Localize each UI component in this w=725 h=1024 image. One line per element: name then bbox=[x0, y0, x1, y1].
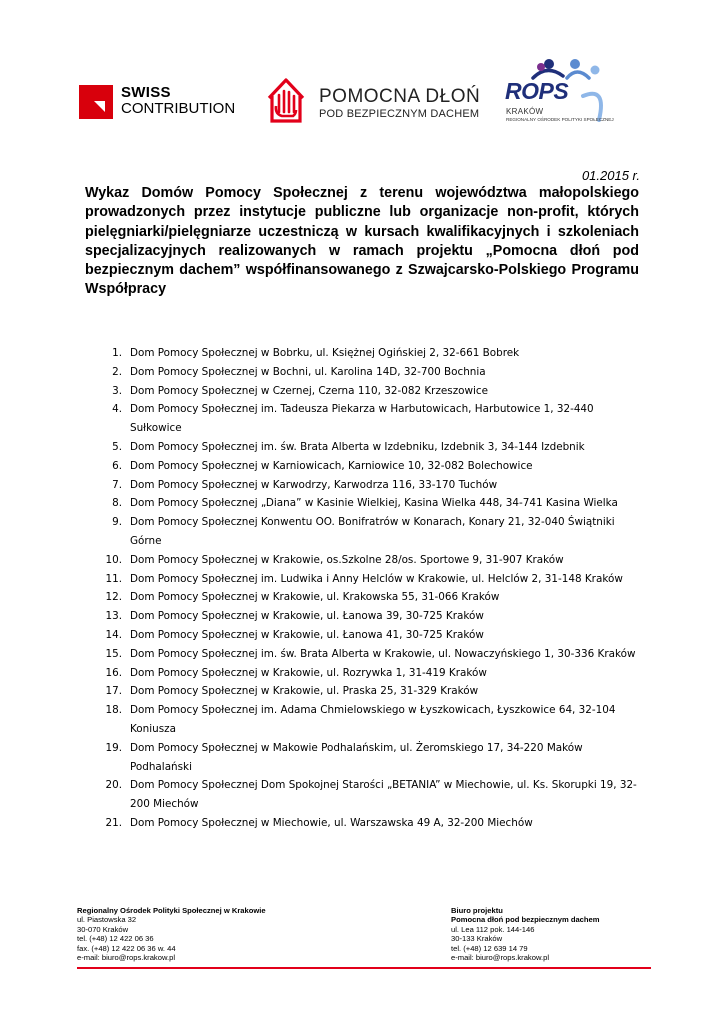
list-item bbox=[82, 344, 642, 363]
list-item-number: 4. bbox=[112, 403, 122, 416]
document-title: Wykaz Domów Pomocy Społecznej z terenu województwa małopolskiego prowadzonych przez instytucje publiczne lub organizacje non-profit, których pielęgniarki/pielęgniarze uczestniczą w kursach kwalifikacyjnych i szkoleniach specjalizacyjnych realizowanych w ramach projektu „Pomocna dłoń pod bezpiecznym dachem” współfinansowanego z Szwajcarsko-Polskiego Programu Współpracy bbox=[85, 185, 639, 298]
footer-project-street: ul. Lea 112 pok. 144-146 bbox=[451, 924, 535, 934]
list-item-number: 15. bbox=[105, 647, 122, 660]
list-item bbox=[82, 457, 642, 476]
list-item-text: Dom Pomocy Społecznej „Diana” w Kasinie Wielkiej, Kasina Wielka 448, 34-741 Kasina Wielka bbox=[130, 497, 618, 510]
list-item-text: Dom Pomocy Społecznej w Miechowie, ul. Warszawska 49 A, 32-200 Miechów bbox=[130, 816, 533, 829]
list-item bbox=[82, 382, 642, 401]
footer-office-label: Biuro projektu bbox=[451, 906, 503, 915]
list-item bbox=[82, 438, 642, 457]
list-item-text: Dom Pomocy Społecznej im. Tadeusza Piekarza w Harbutowicach, Harbutowice 1, 32-440 Sułkowice bbox=[130, 403, 594, 435]
list-item-text: Dom Pomocy Społecznej im. Ludwika i Anny Helclów w Krakowie, ul. Helclów 2, 31-148 Kraków bbox=[130, 572, 623, 585]
header-logos bbox=[0, 64, 725, 144]
footer-rops-contact bbox=[77, 906, 266, 962]
list-item-number: 9. bbox=[112, 516, 122, 529]
list-item-text: Dom Pomocy Społecznej w Krakowie, ul. Łanowa 41, 30-725 Kraków bbox=[130, 628, 484, 641]
list-item-number: 10. bbox=[105, 553, 122, 566]
list-item-text: Dom Pomocy Społecznej w Krakowie, ul. Rozrywka 1, 31-419 Kraków bbox=[130, 666, 487, 679]
list-item-text: Dom Pomocy Społecznej w Krakowie, ul. Praska 25, 31-329 Kraków bbox=[130, 685, 479, 698]
list-item-number: 16. bbox=[105, 666, 122, 679]
footer-project-contact bbox=[451, 906, 600, 962]
list-item bbox=[82, 400, 642, 438]
footer-project-city: 30-133 Kraków bbox=[451, 934, 503, 944]
list-item bbox=[82, 776, 642, 814]
list-item bbox=[82, 551, 642, 570]
list-item-text: Dom Pomocy Społecznej im. św. Brata Alberta w Krakowie, ul. Nowaczyńskiego 1, 30-336 Kraków bbox=[130, 647, 636, 660]
swiss-flag-icon bbox=[79, 85, 113, 119]
footer-divider bbox=[77, 967, 651, 969]
list-item-number: 11. bbox=[105, 572, 122, 585]
list-item bbox=[82, 494, 642, 513]
list-item bbox=[82, 607, 642, 626]
rops-wordmark: ROPS bbox=[505, 78, 569, 104]
list-item-number: 5. bbox=[112, 440, 122, 453]
list-item bbox=[82, 682, 642, 701]
footer-project-tel: tel. (+48) 12 639 14 79 bbox=[451, 943, 528, 953]
list-item-text: Dom Pomocy Społecznej Dom Spokojnej Starości „BETANIA” w Miechowie, ul. Ks. Skorupki 19, 32-200 Miechów bbox=[130, 779, 637, 811]
list-item-text: Dom Pomocy Społecznej im. św. Brata Alberta w Izdebniku, Izdebnik 3, 34-144 Izdebnik bbox=[130, 440, 585, 453]
footer-street: ul. Piastowska 32 bbox=[77, 915, 137, 925]
list-item-number: 19. bbox=[105, 741, 122, 754]
list-item-number: 13. bbox=[105, 610, 122, 623]
list-item-number: 17. bbox=[105, 685, 122, 698]
list-item-number: 21. bbox=[105, 816, 122, 829]
list-item-number: 14. bbox=[105, 628, 122, 641]
document-date: 01.2015 r. bbox=[581, 168, 640, 183]
list-item-number: 6. bbox=[112, 459, 122, 472]
rops-city: KRAKÓW bbox=[506, 107, 544, 116]
list-item-number: 2. bbox=[112, 365, 122, 378]
house-hand-icon bbox=[266, 76, 306, 124]
list-item bbox=[82, 476, 642, 495]
list-item bbox=[82, 814, 642, 833]
footer-email[interactable]: e-mail: biuro@rops.krakow.pl bbox=[77, 953, 176, 963]
list-item-number: 20. bbox=[105, 779, 122, 792]
footer-fax: fax. (+48) 12 422 06 36 w. 44 bbox=[77, 943, 176, 953]
facility-list bbox=[82, 344, 642, 833]
list-item-text: Dom Pomocy Społecznej w Czernej, Czerna 110, 32-082 Krzeszowice bbox=[130, 384, 489, 397]
list-item-text: Dom Pomocy Społecznej w Makowie Podhalańskim, ul. Żeromskiego 17, 34-220 Maków Podhalański bbox=[130, 741, 583, 773]
rops-full-name: REGIONALNY OŚRODEK POLITYKI SPOŁECZNEJ bbox=[506, 117, 614, 122]
list-item bbox=[82, 626, 642, 645]
list-item-text: Dom Pomocy Społecznej w Krakowie, os.Szkolne 28/os. Sportowe 9, 31-907 Kraków bbox=[130, 553, 564, 566]
footer-city: 30-070 Kraków bbox=[77, 924, 129, 934]
list-item-text: Dom Pomocy Społecznej w Bobrku, ul. Księżnej Ogińskiej 2, 32-661 Bobrek bbox=[130, 347, 520, 359]
footer-project-email[interactable]: e-mail: biuro@rops.krakow.pl bbox=[451, 953, 550, 963]
list-item bbox=[82, 570, 642, 589]
list-item-text: Dom Pomocy Społecznej im. Adama Chmielowskiego w Łyszkowicach, Łyszkowice 64, 32-104 Koniusza bbox=[130, 704, 616, 735]
footer-tel: tel. (+48) 12 422 06 36 bbox=[77, 934, 154, 944]
footer-project-name: Pomocna dłoń pod bezpiecznym dachem bbox=[451, 915, 600, 925]
pomocna-logo-line1: POMOCNA DŁOŃ bbox=[319, 86, 481, 107]
swiss-logo-line1: SWISS bbox=[121, 84, 171, 101]
footer-org-name: Regionalny Ośrodek Polityki Społecznej w Krakowie bbox=[77, 906, 266, 915]
list-item-text: Dom Pomocy Społecznej Konwentu OO. Bonifratrów w Konarach, Konary 21, 32-040 Świątniki Górne bbox=[130, 516, 615, 547]
list-item bbox=[82, 739, 642, 777]
list-item bbox=[82, 701, 642, 739]
list-item-number: 3. bbox=[112, 384, 122, 397]
list-item bbox=[82, 664, 642, 683]
list-item bbox=[82, 513, 642, 551]
list-item-number: 1. bbox=[112, 347, 122, 359]
list-item-text: Dom Pomocy Społecznej w Bochni, ul. Karolina 14D, 32-700 Bochnia bbox=[130, 365, 486, 378]
list-item bbox=[82, 588, 642, 607]
list-item bbox=[82, 363, 642, 382]
list-item-number: 7. bbox=[112, 478, 122, 491]
pomocna-logo-line2: POD BEZPIECZNYM DACHEM bbox=[319, 108, 480, 120]
list-item-text: Dom Pomocy Społecznej w Krakowie, ul. Krakowska 55, 31-066 Kraków bbox=[130, 591, 500, 604]
list-item-text: Dom Pomocy Społecznej w Karwodrzy, Karwodrza 116, 33-170 Tuchów bbox=[130, 478, 498, 491]
list-item-number: 12. bbox=[105, 591, 122, 604]
list-item-text: Dom Pomocy Społecznej w Krakowie, ul. Łanowa 39, 30-725 Kraków bbox=[130, 610, 484, 623]
list-item-text: Dom Pomocy Społecznej w Karniowicach, Karniowice 10, 32-082 Bolechowice bbox=[130, 459, 533, 472]
list-item-number: 18. bbox=[105, 704, 122, 717]
swiss-logo-line2: CONTRIBUTION bbox=[121, 100, 236, 117]
list-item-number: 8. bbox=[112, 497, 122, 510]
list-item bbox=[82, 645, 642, 664]
